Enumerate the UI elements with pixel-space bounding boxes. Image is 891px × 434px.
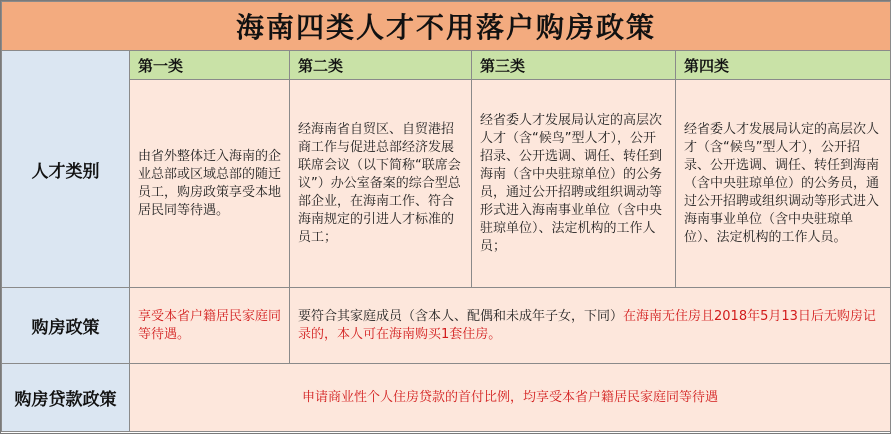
talent-desc-3: 经省委人才发展局认定的高层次人才（含“候鸟”型人才），公开招录、公开选调、调任、转任到海南（含中央驻琼单位）的公务员，通过公开招聘或组织调动等形式进入海南事业单位（含中央驻琼单位）、法定机构的工作人员；	[472, 80, 676, 288]
row-label-loan: 购房贷款政策	[2, 364, 130, 432]
category-header-4: 第四类	[676, 51, 891, 80]
row-label-talent: 人才类别	[2, 51, 130, 288]
loan-policy: 申请商业性个人住房贷款的首付比例，均享受本省户籍居民家庭同等待遇	[130, 364, 891, 432]
talent-desc-2: 经海南省自贸区、自贸港招商工作与促进总部经济发展联席会议（以下简称“联席会议”）办公室备案的综合型总部企业，在海南工作、符合海南规定的引进人才标准的员工；	[290, 80, 472, 288]
page-title: 海南四类人才不用落户购房政策	[2, 2, 891, 51]
row-label-purchase: 购房政策	[2, 288, 130, 364]
category-header-1: 第一类	[130, 51, 290, 80]
policy-grid	[1, 1, 891, 432]
purchase-rule-text: 在海南无住房且2018年5月13日后无购房记录的，本人可在海南购买1套住房。	[298, 308, 876, 342]
category-header-3: 第三类	[472, 51, 676, 80]
talent-desc-4: 经省委人才发展局认定的高层次人才（含“候鸟”型人才），公开招录、公开选调、调任、转任到海南（含中央驻琼单位）的公务员，通过公开招聘或组织调动等形式进入海南事业单位（含中央驻琼单位）、法定机构的工作人员。	[676, 80, 891, 288]
purchase-condition-text: 要符合其家庭成员（含本人、配偶和未成年子女，下同）	[298, 308, 624, 324]
purchase-policy-1: 享受本省户籍居民家庭同等待遇。	[130, 288, 290, 364]
category-header-2: 第二类	[290, 51, 472, 80]
purchase-policy-2-4	[290, 288, 891, 364]
talent-desc-1: 由省外整体迁入海南的企业总部或区域总部的随迁员工，购房政策享受本地居民同等待遇。	[130, 80, 290, 288]
